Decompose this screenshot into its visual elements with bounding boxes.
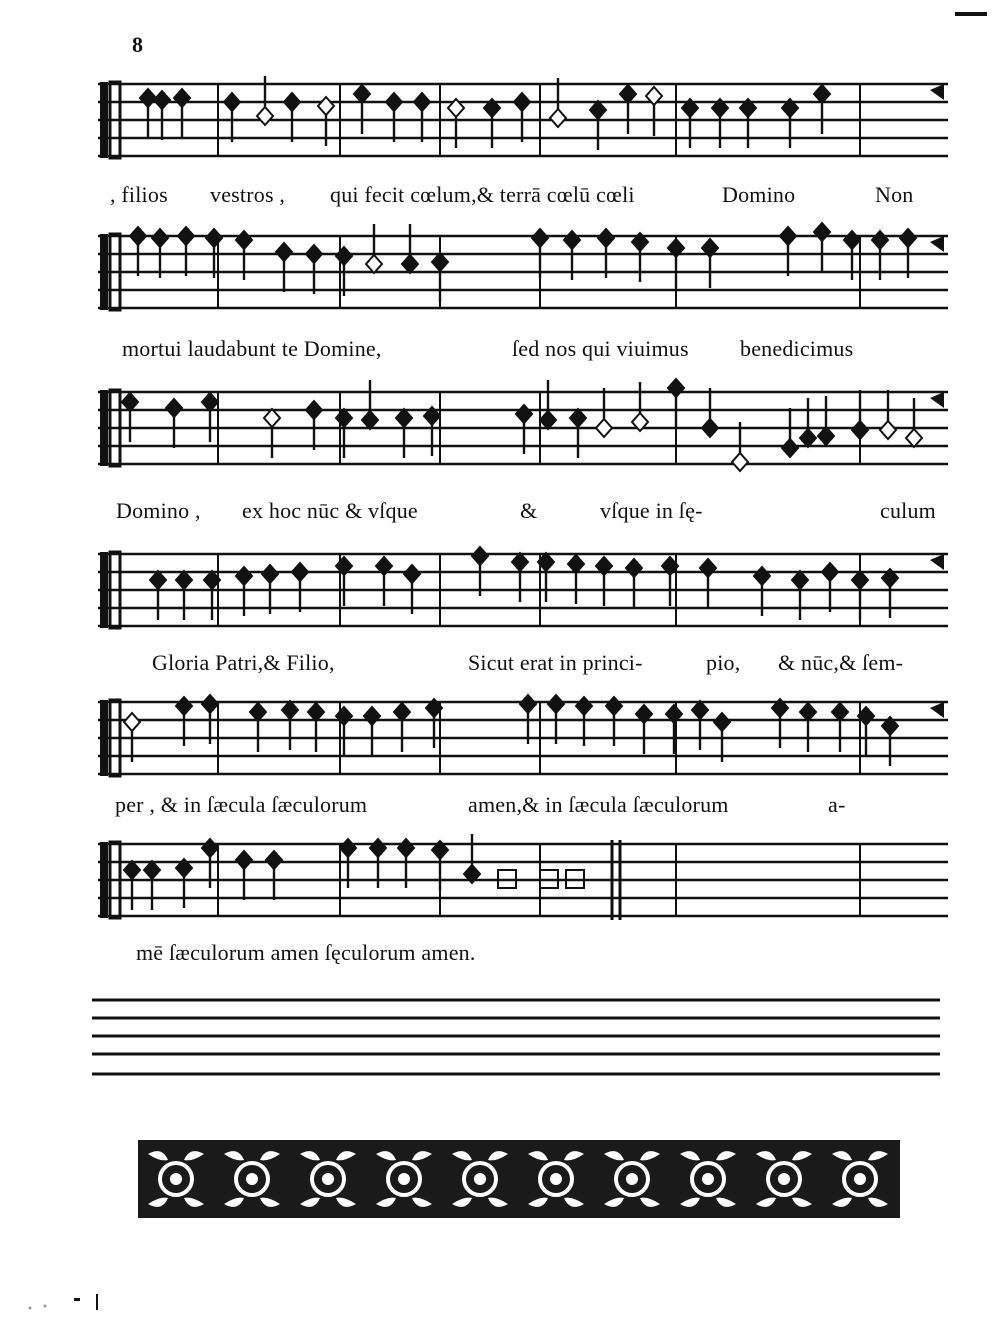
note-head [174,89,190,107]
lyric-syllable: ſed nos qui viuimus [512,336,689,361]
note-head [236,231,252,249]
note-head [236,567,252,585]
note-head [540,411,556,429]
note-head [202,393,218,411]
lyric-syllable: mortui laudabunt te Domine, [122,336,382,361]
lyric-line-3 [0,498,1000,528]
note-head [814,223,830,241]
note-head [366,255,382,273]
note-head [590,101,606,119]
lyric-syllable: ex hoc nūc & vſque [242,498,418,523]
note-head [150,571,166,589]
custos-icon [930,554,944,570]
custos-icon [930,392,944,408]
lyric-syllable: qui fecit cœlum,& terrā cœlū cœli [330,182,635,207]
lyric-syllable: a- [828,792,846,817]
music-system-2 [0,222,1000,332]
note-head [318,97,334,115]
lyric-syllable: Sicut erat in princi- [468,650,643,675]
note-head [308,703,324,721]
page-number: 8 [132,32,143,57]
note-head [732,453,748,471]
staff-1 [0,70,1000,180]
note-head [140,89,156,107]
note-head [396,409,412,427]
music-system-6 [0,830,1000,940]
note-head [124,861,140,879]
note-head [306,245,322,263]
note-head [394,703,410,721]
lyric-syllable: per , & in ſæcula ſæculorum [115,792,368,817]
note-head [626,559,642,577]
note-head [782,439,798,457]
note-head [202,839,218,857]
note-head [398,839,414,857]
custos-icon [930,702,944,718]
note-head [354,85,370,103]
note-head [144,861,160,879]
lyric-syllable: Non [875,182,914,207]
note-head [800,429,816,447]
note-head [124,713,140,731]
note-head [516,405,532,423]
lyric-line-5 [0,792,1000,822]
note-head [900,229,916,247]
note-head [606,697,622,715]
staff-6 [0,830,1000,940]
music-system-1 [0,70,1000,180]
note-head [364,707,380,725]
note-head [576,697,592,715]
custos-icon [930,84,944,100]
note-head [178,227,194,245]
lyric-syllable: amen,& in ſæcula ſæculorum [468,792,729,817]
note-head [224,93,240,111]
note-head [754,567,770,585]
note-head [668,379,684,397]
note-head [176,697,192,715]
note-head [276,243,292,261]
note-head [568,555,584,573]
note-head [514,93,530,111]
note-head [414,93,430,111]
note-head [402,255,418,273]
note-head [362,411,378,429]
note-head [800,703,816,721]
note-head [154,91,170,109]
note-head [844,231,860,249]
lyric-syllable: & nūc,& ſem- [778,650,904,675]
lyric-syllable: & [520,498,538,523]
note-head [202,695,218,713]
note-head [130,227,146,245]
note-head [250,703,266,721]
note-head [880,421,896,439]
note-head [336,707,352,725]
note-head [570,409,586,427]
note-head [336,409,352,427]
note-head [596,419,612,437]
music-system-4 [0,540,1000,650]
note-head [832,703,848,721]
note-head [166,399,182,417]
note-head [792,571,808,589]
lyric-syllable: Domino , [116,498,201,523]
note-head [512,553,528,571]
note-head [262,565,278,583]
note-head [520,695,536,713]
note-head [852,571,868,589]
note-head [702,419,718,437]
lyric-syllable: vſque in ſę- [600,498,703,523]
note-head [386,93,402,111]
margin-specks [0,1290,120,1320]
staff-4 [0,540,1000,650]
note-head [206,229,222,247]
note-head [564,231,580,249]
note-head [236,851,252,869]
lyric-syllable: mē ſæculorum amen ſęculorum amen. [136,940,476,965]
lyric-line-1 [0,182,1000,212]
note-head [550,109,566,127]
lyric-syllable: culum [880,498,936,523]
note-head [176,571,192,589]
music-system-5 [0,688,1000,798]
lyric-syllable: , filios [110,182,168,207]
staff-5 [0,688,1000,798]
note-head [700,559,716,577]
note-head [282,701,298,719]
lyric-line-6 [0,940,1000,970]
note-head [257,107,273,125]
note-head [472,547,488,565]
note-head [852,421,868,439]
lyric-syllable: vestros , [210,182,286,207]
lyric-line-2 [0,336,1000,366]
note-head [906,429,922,447]
note-head [152,229,168,247]
note-head [370,839,386,857]
blank-staff [0,990,1000,1090]
note-head [340,839,356,857]
note-head [404,565,420,583]
staff-3 [0,378,1000,496]
note-head [780,227,796,245]
note-head [532,229,548,247]
note-head [598,229,614,247]
lyric-syllable: benedicimus [740,336,854,361]
lyric-syllable: Gloria Patri,& Filio, [152,650,335,675]
lyric-line-4 [0,650,1000,680]
note-head [714,713,730,731]
note-head [432,253,448,271]
corner-rule-mark [955,12,987,16]
note-head [872,231,888,249]
note-head [266,851,282,869]
note-head [306,401,322,419]
note-head [336,247,352,265]
note-head [818,427,834,445]
note-head [620,85,636,103]
music-system-3 [0,378,1000,496]
note-head [692,701,708,719]
note-head [292,563,308,581]
staff-2 [0,222,1000,332]
decorative-ornament-band [138,1140,900,1218]
note-head [284,93,300,111]
lyric-syllable: pio, [706,650,741,675]
note-head [264,409,280,427]
note-head [814,85,830,103]
lyric-syllable: Domino [722,182,796,207]
note-head [822,563,838,581]
note-head [122,393,138,411]
custos-icon [930,236,944,252]
note-head [548,695,564,713]
